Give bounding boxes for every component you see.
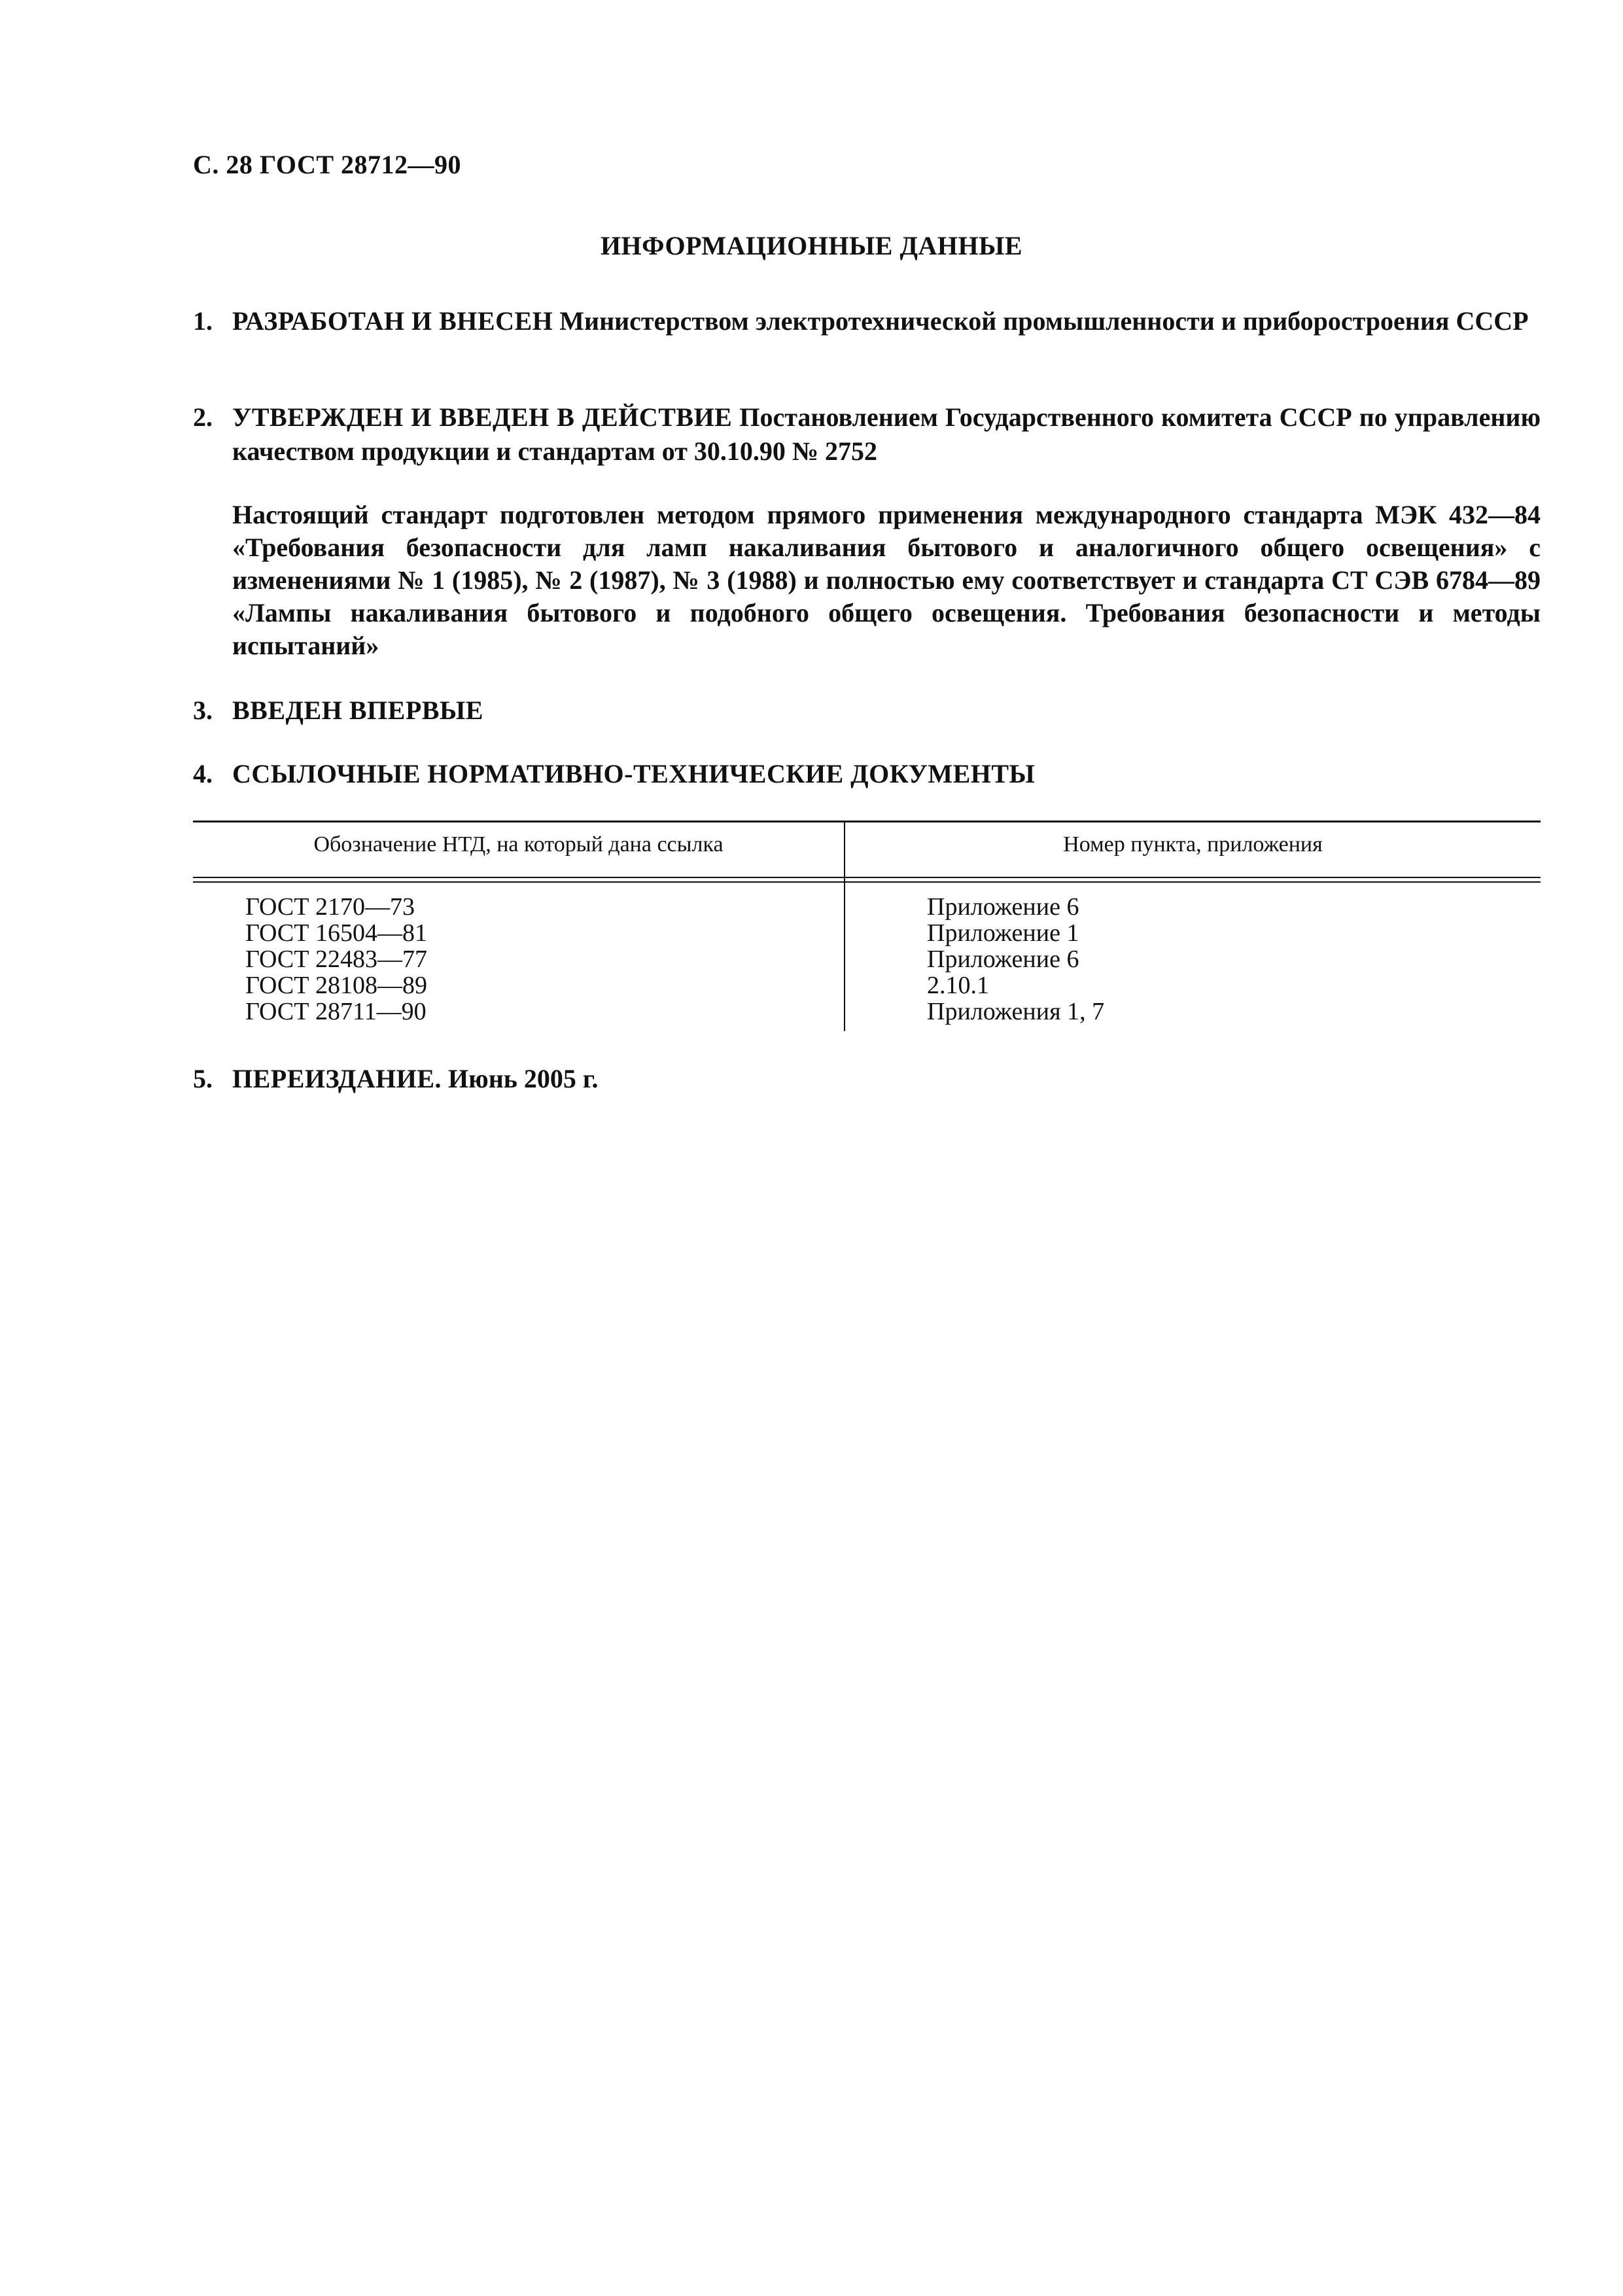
table-header-designation: Обозначение НТД, на который дана ссылка (313, 832, 724, 857)
item-body: Постановлением Государственного комитета СССР по управлению качеством продукции и стандартам от 30.10.90 № 2752 (232, 402, 1541, 466)
table-cell-designation: ГОСТ 2170—73 (245, 893, 415, 921)
item-text (232, 400, 1541, 468)
item-lead: ПЕРЕИЗДАНИЕ. (232, 1064, 442, 1093)
item-lead: РАЗРАБОТАН И ВНЕСЕН (232, 306, 553, 336)
item-text (232, 1062, 1541, 1096)
reference-documents-table (193, 821, 1541, 1031)
table-column-clause (927, 894, 1516, 1025)
table-cell-clause: Приложение 1 (927, 919, 1079, 947)
table-cell-designation: ГОСТ 22483—77 (245, 945, 427, 973)
item-body: Министерством электротехнической промышленности и приборостроения СССР (553, 306, 1529, 336)
table-cell-designation: ГОСТ 28108—89 (245, 972, 427, 999)
item-number: 3. (193, 696, 213, 725)
page-header: С. 28 ГОСТ 28712—90 (193, 150, 462, 179)
item-text (232, 757, 1541, 791)
table-cell-clause: Приложения 1, 7 (927, 998, 1105, 1025)
table-top-rule (193, 821, 1541, 822)
standard-note-paragraph: Настоящий стандарт подготовлен методом прямого применения международного стандарта МЭК 432—84 «Требования безопасности для ламп накаливания бытового и аналогичного общего освещения» с изменениями № 1 (1985), № 2 (1987), № 3 (1988) и полностью ему соответствует и стандарта СТ СЭВ 6784—89 «Лампы накаливания бытового и подобного общего освещения. Требования безопасности и методы испытаний» (232, 500, 1541, 660)
table-cell-designation: ГОСТ 28711—90 (245, 998, 427, 1025)
table-cell-clause: 2.10.1 (927, 972, 989, 999)
item-text (232, 694, 1541, 728)
table-cell-designation: ГОСТ 16504—81 (245, 919, 427, 947)
item-lead: ССЫЛОЧНЫЕ НОРМАТИВНО-ТЕХНИЧЕСКИЕ ДОКУМЕНТЫ (232, 759, 1036, 788)
item-number: 2. (193, 402, 213, 432)
item-text (232, 304, 1541, 338)
item-number: 5. (193, 1064, 213, 1093)
table-column-designation (245, 894, 834, 1025)
item-number: 1. (193, 306, 213, 336)
table-cell-clause: Приложение 6 (927, 945, 1079, 973)
table-header-clause: Номер пункта, приложения (1063, 832, 1323, 857)
section-title: ИНФОРМАЦИОННЫЕ ДАННЫЕ (600, 231, 1023, 260)
item-lead: УТВЕРЖДЕН И ВВЕДЕН В ДЕЙСТВИЕ (232, 402, 733, 432)
table-header-rule-double (193, 881, 1541, 883)
item-body: Июнь 2005 г. (442, 1064, 599, 1093)
item-lead: ВВЕДЕН ВПЕРВЫЕ (232, 696, 483, 725)
item-number: 4. (193, 759, 213, 788)
table-header-rule (193, 877, 1541, 878)
table-cell-clause: Приложение 6 (927, 893, 1079, 921)
